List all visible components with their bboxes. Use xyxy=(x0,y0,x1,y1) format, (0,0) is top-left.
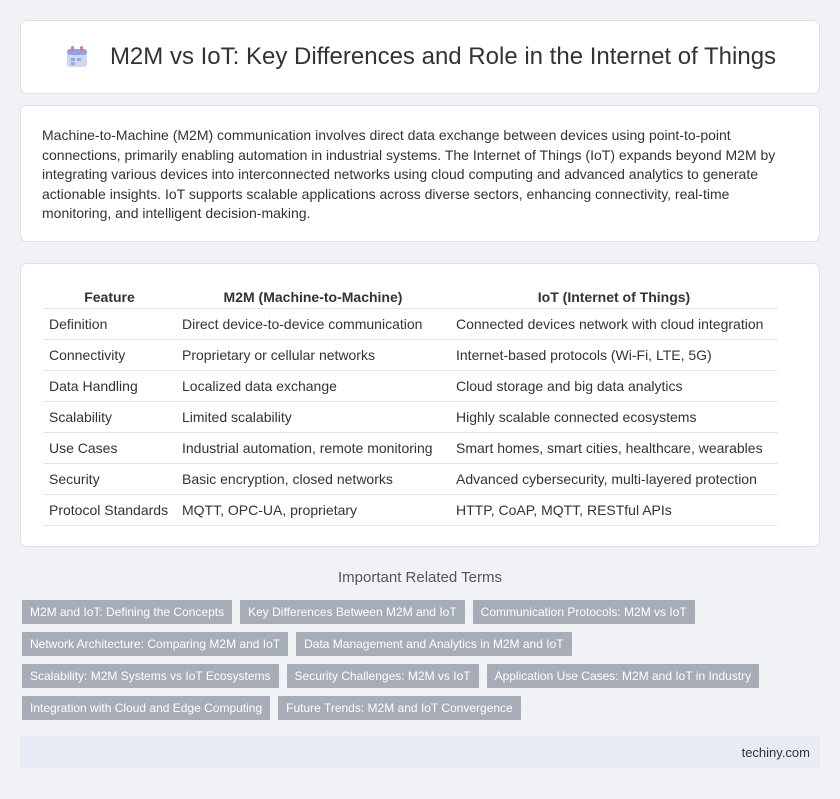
table-cell: Scalability xyxy=(43,401,176,432)
table-row xyxy=(43,339,778,370)
related-terms-title: Important Related Terms xyxy=(338,569,502,586)
page-title: M2M vs IoT: Key Differences and Role in the Internet of Things xyxy=(109,43,777,70)
intro-card xyxy=(20,105,820,242)
table-cell: Protocol Standards xyxy=(43,494,176,525)
related-term-tag[interactable]: Data Management and Analytics in M2M and IoT xyxy=(296,632,571,656)
intro-text: Machine-to-Machine (M2M) communication involves direct data exchange between devices using point-to-point connections, primarily enabling automation in industrial systems. The Internet of Things (IoT) expands beyond M2M by integrating various devices into interconnected networks using cloud computing and advanced analytics to generate actionable insights. IoT supports scalable applications across diverse sectors, enhancing connectivity, real-time monitoring, and intelligent decision-making. xyxy=(42,127,776,222)
table-row xyxy=(43,494,778,525)
column-header: M2M (Machine-to-Machine) xyxy=(223,288,403,305)
table-cell: Connectivity xyxy=(43,339,176,370)
table-cell: Data Handling xyxy=(43,370,176,401)
related-term-tag[interactable]: Key Differences Between M2M and IoT xyxy=(240,600,465,624)
comparison-table xyxy=(43,284,778,526)
table-cell: Security xyxy=(43,463,176,494)
table-row xyxy=(43,432,778,463)
comparison-table-card xyxy=(20,263,820,547)
table-cell: Proprietary or cellular networks xyxy=(176,339,450,370)
table-cell: Direct device-to-device communication xyxy=(176,308,450,339)
footer-site-link[interactable]: techiny.com xyxy=(741,745,810,760)
table-cell: Smart homes, smart cities, healthcare, wearables xyxy=(450,432,778,463)
table-row xyxy=(43,401,778,432)
related-term-tag[interactable]: Scalability: M2M Systems vs IoT Ecosystems xyxy=(22,664,279,688)
table-row xyxy=(43,463,778,494)
column-header: IoT (Internet of Things) xyxy=(537,288,691,305)
related-term-tag[interactable]: Communication Protocols: M2M vs IoT xyxy=(473,600,695,624)
table-cell: Definition xyxy=(43,308,176,339)
table-cell: Connected devices network with cloud integration xyxy=(450,308,778,339)
related-term-tag[interactable]: M2M and IoT: Defining the Concepts xyxy=(22,600,232,624)
table-cell: Limited scalability xyxy=(176,401,450,432)
calendar-icon xyxy=(64,44,90,70)
related-term-tag[interactable]: Integration with Cloud and Edge Computing xyxy=(22,696,270,720)
table-cell: MQTT, OPC-UA, proprietary xyxy=(176,494,450,525)
header-card xyxy=(20,20,820,94)
footer xyxy=(20,736,820,769)
related-term-tag[interactable]: Application Use Cases: M2M and IoT in Industry xyxy=(487,664,760,688)
table-cell: Use Cases xyxy=(43,432,176,463)
table-cell: Internet-based protocols (Wi-Fi, LTE, 5G) xyxy=(450,339,778,370)
table-cell: Localized data exchange xyxy=(176,370,450,401)
table-cell: Advanced cybersecurity, multi-layered protection xyxy=(450,463,778,494)
table-cell: Highly scalable connected ecosystems xyxy=(450,401,778,432)
table-row xyxy=(43,370,778,401)
related-term-tag[interactable]: Network Architecture: Comparing M2M and IoT xyxy=(22,632,288,656)
table-cell: Industrial automation, remote monitoring xyxy=(176,432,450,463)
column-header: Feature xyxy=(84,288,135,305)
table-cell: HTTP, CoAP, MQTT, RESTful APIs xyxy=(450,494,778,525)
table-row xyxy=(43,308,778,339)
related-terms-list xyxy=(22,600,782,728)
table-cell: Basic encryption, closed networks xyxy=(176,463,450,494)
table-cell: Cloud storage and big data analytics xyxy=(450,370,778,401)
table-header-row xyxy=(43,284,778,308)
related-term-tag[interactable]: Future Trends: M2M and IoT Convergence xyxy=(278,696,521,720)
related-term-tag[interactable]: Security Challenges: M2M vs IoT xyxy=(287,664,479,688)
